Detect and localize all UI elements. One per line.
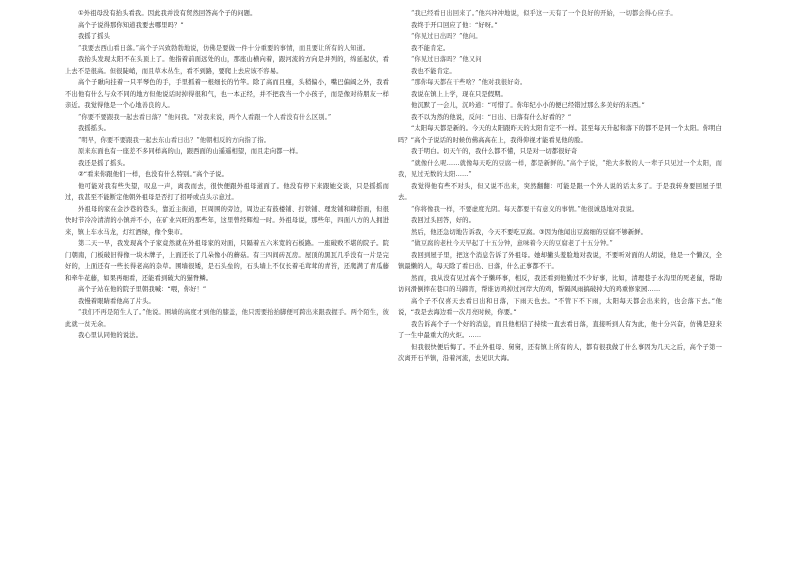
paragraph: 然而，我从没有见过高个子懒环事，相反，我还看到他勤过不少好事，比如，清理巷子水沟里的死老鼠，帮助访问滑倒摔在巷口的马蹄宵，帮谁访鸡掉过河岸大的鸡，帮隔风雨搞破掉大的鸡重修家园…… (398, 274, 722, 293)
paragraph: “太阳每天都是新的。今天的太阳跟昨天的太阳肯定不一样。甚至每天升起和落下的都不是同一个太阳。你明白吗？”高个子说话的时候仿佛高高在上，我得仰视才能看见他的脸。 (398, 125, 722, 144)
paragraph: 我告诉高个子一个好的消息，而且他相信了持续一直去看日落，直接听到人有为此，他十分兴奋，仿佛是迎来了一生中最重大的火炬。…… (398, 320, 722, 339)
paragraph: 我心里认同他的说法。 (78, 332, 142, 339)
paragraph: 我说在镇上上学，现在只是假期。 (411, 90, 507, 98)
paragraph: 我不以为然的他说，反问：“日出、日落有什么好看的？” (411, 113, 572, 121)
paragraph: “明早，你要不要跟我一起去东山看日出？”他朝相反的方向指了指。 (78, 136, 271, 144)
paragraph: 我回到屋子里，把这个消息告诉了外祖母。她却撇头羞脸地对我说，不要听对面的人胡说，他是一个懒汉，全镇最懒的人，每天除了看日出、日落，什么正事都不干。 (398, 251, 722, 270)
paragraph: “你要不要跟我一起去看日落？”他问我。“对我来说，两个人看跟一个人看没有什么区别。” (78, 113, 332, 121)
paragraph: ②“看来你跟他们一样，也没有什么特别。”高个子说。 (78, 171, 229, 178)
paragraph: “我已经看日出回来了。”他兴冲冲地说，似乎这一天有了一个良好的开始，一切都会得心应手。 (411, 10, 677, 17)
paragraph: 我也不能肯定。 (411, 67, 456, 75)
paragraph: “做豆腐的老杜今天早起了十五分钟，意味着今天的豆腐老了十五分钟。” (411, 240, 613, 247)
paragraph: 我摇摇头。 (78, 125, 110, 132)
paragraph: “你见过日落吗？”他又问 (411, 56, 482, 63)
left-column (65, 8, 389, 342)
paragraph: “你见过日出吗？”他问。 (411, 33, 482, 40)
paragraph: 高个子不仅喜天去看日出和日落，下雨天也去。“不管下不下雨，太阳每天都会出来的，也会落下去。”他说，“我是去海边看一次月亮时候，你要。” (398, 297, 722, 316)
paragraph: 高个子瞅向挂着一只平琴色的手，手里抓着一根细长的竹竿。除了高而且瘦，头稍偏小，嘴巴偏阔之外，我看不出他有什么与众不同的地方但他说话时掉得很和气，也一本正经，并不把我当一个小孩子，而是像对待朋友一样亲近。我觉得他是一个心地善良的人。 (65, 79, 389, 109)
paragraph: “我要去西山看日落。”高个子兴致勃勃地说，仿佛是要做一件十分重要的事情，而且要让所有的人知道。 (78, 44, 370, 52)
paragraph: 他可能对我有些失望，叹息一声，离我而去，很快便跟外祖母道面了。他没有停下来跟她交谈，只是摇摇而过，我甚至不能断定他朝外祖母是否打了招呼或点头示意过。 (65, 182, 389, 201)
paragraph: 外祖母的家在金沙巷的巷头，靠近主街道，巨周围的旁边，周边正有鼓楼铺、打铁铺、理发铺和肆搭面，但很快时节冷冷清清的小镇并不小，在矿业兴旺的那些年，这里曾经辉煌一时。外祖母说，那些年，四面八方的人拥进来，镇上车水马龙，灯红酒绿，像个集市。 (65, 205, 389, 236)
right-column (398, 8, 722, 365)
paragraph: 高个子站在他的院子里朝我喊：“喂，你好！” (78, 286, 207, 293)
paragraph: 我回过头回答，好的。 (411, 217, 475, 224)
paragraph: “那你每天都在干些啥？”他对我很好奇。 (411, 79, 527, 86)
paragraph: 我不能肯定。 (411, 44, 450, 52)
paragraph: 我慢着眼睛看他高了片头。 (78, 297, 155, 305)
paragraph: ①外祖母没有抬头看我。因此我并没有贸然回答高个子的问题。 (78, 10, 257, 17)
paragraph: 然后，他还急切地告诉我，今天不要吃豆腐。③因为他闻出豆腐细的豆腐不够新鲜。 (411, 228, 648, 236)
paragraph: 我于明白。切天午的，我什么都不懂，只是对一切都很好奇 (411, 148, 578, 155)
paragraph: 高个子说得那你知道我要去哪里吗？” (78, 21, 184, 29)
paragraph: 我摇了摇头 (78, 33, 110, 40)
paragraph: 原来东面也有一座差不多同样高的山，跟西面的山遥遥相望，而且走向都一样。 (78, 148, 302, 155)
paragraph: 我终于开口回应了他：“好呀。” (411, 21, 498, 29)
paragraph: 我觉得他有些不对头，但又说不出来，突然翻翻：可能是跟一个外人说的话太多了。于是我转身要回屋子里去。 (398, 182, 722, 201)
paragraph: “我们不再是陌生人了。”他说。围墙的高度才到他的膝盖，他只需要抬抬脚便可跨出来跟我握手。两个陌生，彼此就一贫无余。 (65, 309, 389, 328)
paragraph: 我抬头发现太阳不在头顶上了。他指着前面远处的山，那座山横向着，跟河流的方向是并列的，绵延起伏，看上去不是很高。但很陡峭，而且草木丛生，看不到路，要爬上去应该不容易。 (65, 56, 389, 75)
paragraph: 我还是摇了摇头。 (78, 159, 130, 167)
paragraph: “就像什么呢……就像每天吃的豆腐一样，都是新鲜的。”高个子说，“绝大多数的人一辈子只见过一个太阳，而我，见过无数的太阳……” (398, 159, 722, 178)
paragraph: 第二天一早，我发现高个子家竟然就在外祖母家的对面，只隔着五六米宽的石板路。一座破败不堪的院子。院门朝南，门板破旧得像一块木牌子，上面还长了几朵像小的蘑菇。有三四间砖瓦房。屋顶的黑瓦几乎没有一片是完好的，上面还有一些长得老高的杂草。围墙很矮，是石头垒的，石头墙上不仅长着毛茸茸的青苔，还爬满了青瓜藤和牵牛花藤，如果再细看，还能看到破大的猫脊鳞。 (65, 240, 389, 282)
paragraph: “你将像我一样，不要虚度光阴。每天都要干有意义的事情。”他很诚恳地对我说。 (411, 205, 639, 213)
paragraph: 他沉默了一会儿，沉吟道：“可惜了。你年纪小小的便已经错过那么多美好的东西。” (411, 102, 645, 109)
paragraph: 但我很快便后悔了。不止外祖母、舅舅，还有镇上所有的人，都有很我做了什么事因为几天之后，高个子第一次离开石羊镇，沿着河流，去见识大海。 (398, 343, 722, 362)
